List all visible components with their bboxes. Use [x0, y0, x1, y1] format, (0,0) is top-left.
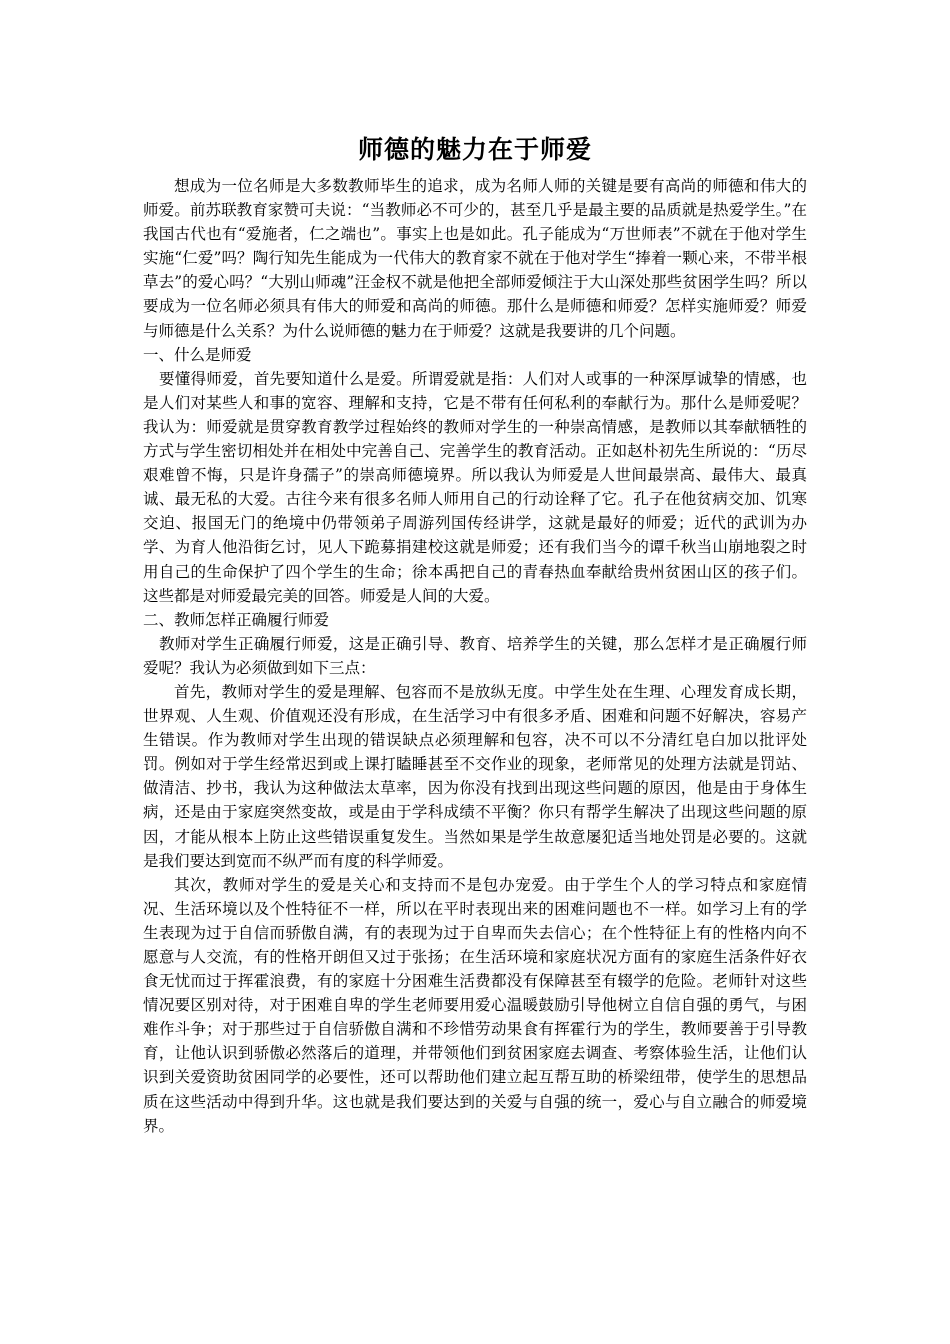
document-body	[143, 174, 807, 1138]
section-2-intro-paragraph: 教师对学生正确履行师爱，这是正确引导、教育、培养学生的关键，那么怎样才是正确履行师爱呢？我认为必须做到如下三点：	[143, 634, 807, 677]
document-title: 师德的魅力在于师爱	[357, 135, 592, 164]
section-2-point-1-paragraph: 首先，教师对学生的爱是理解、包容而不是放纵无度。中学生处在生理、心理发育成长期，世界观、人生观、价值观还没有形成，在生活学习中有很多矛盾、困难和问题不好解决，容易产生错误。作为教师对学生出现的错误缺点必须理解和包容，决不可以不分清红皂白加以批评处罚。例如对于学生经常迟到或上课打瞌睡甚至不交作业的现象，老师常见的处理方法就是罚站、做清洁、抄书，我认为这种做法太草率，因为你没有找到出现这些问题的原因，他是由于身体生病，还是由于家庭突然变故，或是由于学科成绩不平衡？你只有帮学生解决了出现这些问题的原因，才能从根本上防止这些错误重复发生。当然如果是学生故意屡犯适当地处罚是必要的。这就是我们要达到宽而不纵严而有度的科学师爱。	[143, 682, 807, 870]
intro-paragraph: 想成为一位名师是大多数教师毕生的追求，成为名师人师的关键是要有高尚的师德和伟大的师爱。前苏联教育家赞可夫说：“当教师必不可少的，甚至几乎是最主要的品质就是热爱学生。”在我国古代也有“爱施者，仁之端也”。事实上也是如此。孔子能成为“万世师表”不就在于他对学生实施“仁爱”吗？陶行知先生能成为一代伟大的教育家不就在于他对学生“捧着一颗心来，不带半根草去”的爱心吗？“大别山师魂”汪金权不就是他把全部师爱倾注于大山深处那些贫困学生吗？所以要成为一位名师必须具有伟大的师爱和高尚的师德。那什么是师德和师爱？怎样实施师爱？师爱与师德是什么关系？为什么说师德的魅力在于师爱？这就是我要讲的几个问题。	[143, 177, 807, 340]
section-2-point-2-paragraph: 其次，教师对学生的爱是关心和支持而不是包办宠爱。由于学生个人的学习特点和家庭情况、生活环境以及个性特征不一样，所以在平时表现出来的困难问题也不一样。如学习上有的学生表现为过于自信而骄傲自满，有的表现为过于自卑而失去信心；在个性特征上有的性格内向不愿意与人交流，有的性格开朗但又过于张扬；在生活环境和家庭状况方面有的家庭生活条件好衣食无忧而过于挥霍浪费，有的家庭十分困难生活费都没有保障甚至有辍学的危险。老师针对这些情况要区别对待，对于困难自卑的学生老师要用爱心温暖鼓励引导他树立自信自强的勇气，与困难作斗争；对于那些过于自信骄傲自满和不珍惜劳动果食有挥霍行为的学生，教师要善于引导教育，让他认识到骄傲必然落后的道理，并带领他们到贫困家庭去调查、考察体验生活，让他们认识到关爱资助贫困同学的必要性，还可以帮助他们建立起互帮互助的桥梁纽带，使学生的思想品质在这些活动中得到升华。这也就是我们要达到的关爱与自强的统一，爱心与自立融合的师爱境界。	[143, 875, 807, 1135]
section-heading-2: 二、教师怎样正确履行师爱	[143, 610, 330, 629]
section-1-paragraph: 要懂得师爱，首先要知道什么是爱。所谓爱就是指：人们对人或事的一种深厚诚挚的情感，也是人们对某些人和事的宽容、理解和支持，它是不带有任何私利的奉献行为。那什么是师爱呢？我认为：师爱就是贯穿教育教学过程始终的教师对学生的一种崇高情感，是教师以其奉献牺牲的方式与学生密切相处并在相处中完善自己、完善学生的教育活动。正如赵朴初先生所说的：“历尽艰难曾不悔，只是许身孺子”的崇高师德境界。所以我认为师爱是人世间最崇高、最伟大、最真诚、最无私的大爱。古往今来有很多名师人师用自己的行动诠释了它。孔子在他贫病交加、饥寒交迫、报国无门的绝境中仍带领弟子周游列国传经讲学，这就是最好的师爱；近代的武训为办学、为育人他沿街乞讨，见人下跪募捐建校这就是师爱；还有我们当今的谭千秋当山崩地裂之时用自己的生命保护了四个学生的生命；徐本禹把自己的青春热血奉献给贵州贫困山区的孩子们。这些都是对师爱最完美的回答。师爱是人间的大爱。	[143, 369, 807, 605]
document-page	[143, 132, 807, 1138]
section-heading-1: 一、什么是师爱	[143, 345, 252, 364]
